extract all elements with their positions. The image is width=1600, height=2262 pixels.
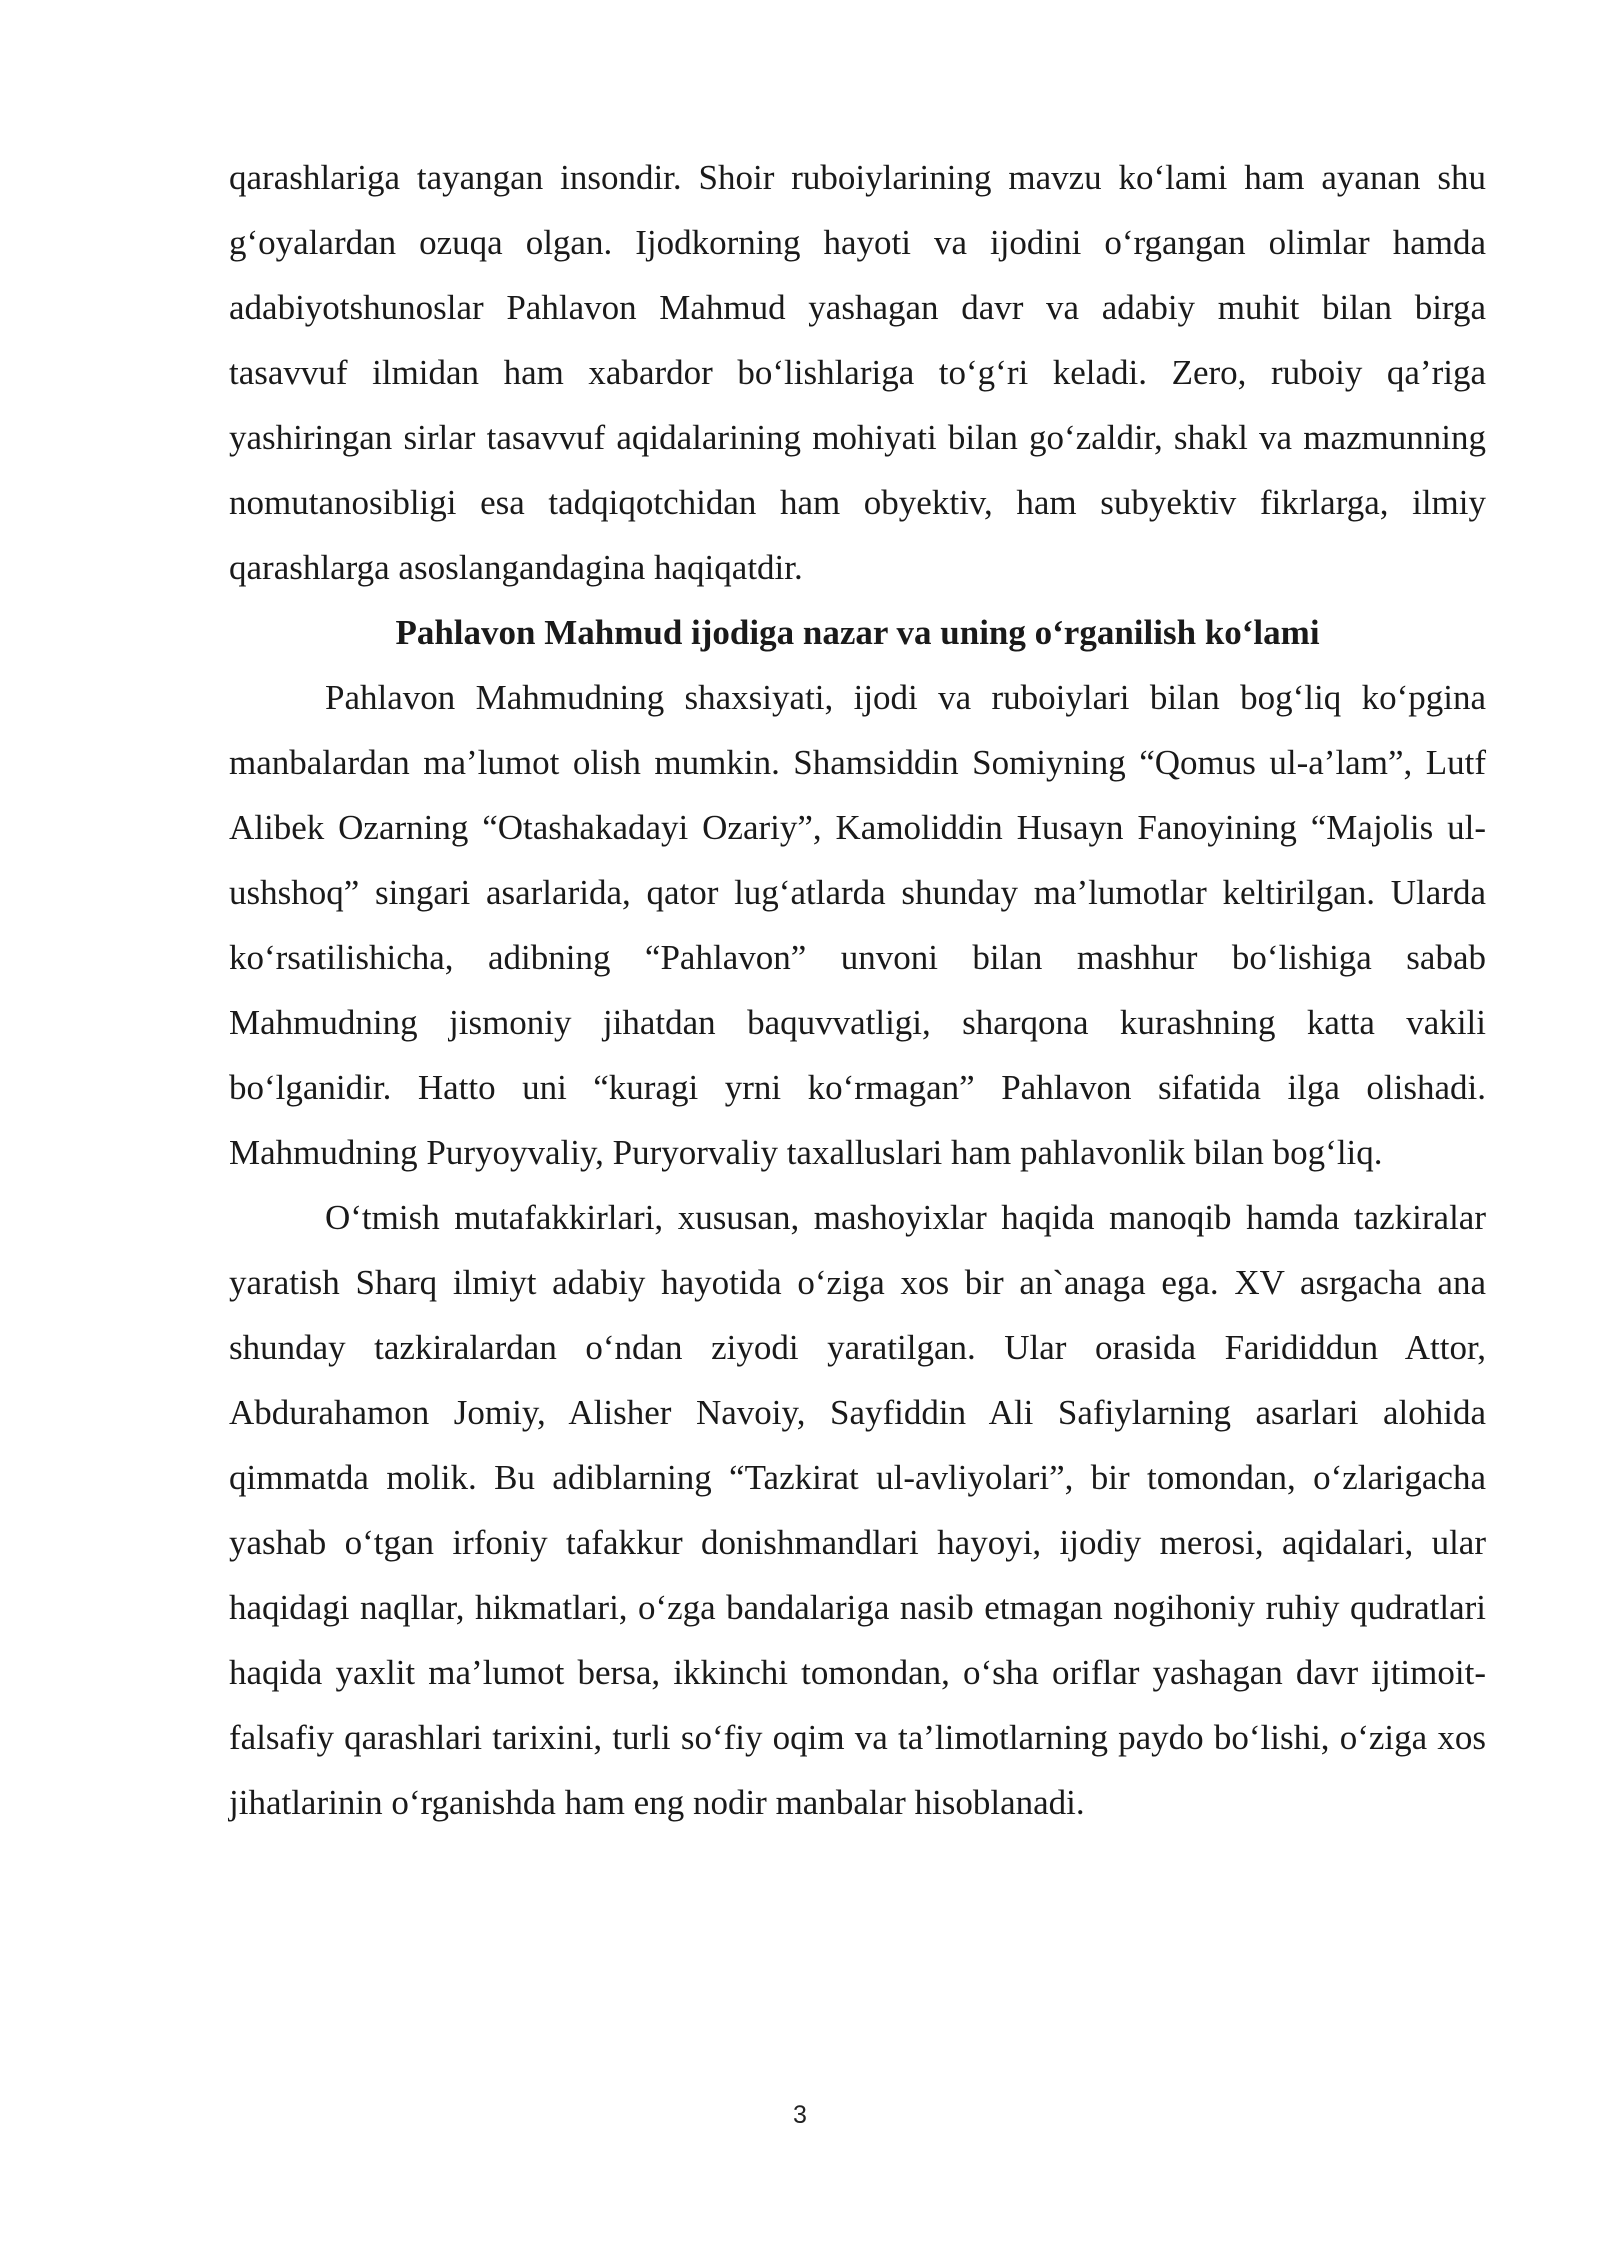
paragraph-1: qarashlariga tayangan insondir. Shoir ruboiylarining mavzu ko‘lami ham ayanan shu g‘oyalardan ozuqa olgan. Ijodkorning hayoti va ijodini o‘rgangan olimlar hamda adabiyotshunoslar Pahlavon Mahmud yashagan davr va adabiy muhit bilan birga tasavvuf ilmidan ham xabardor bo‘lishlariga to‘g‘ri keladi. Zero, ruboiy qa’riga yashiringan sirlar tasavvuf aqidalarining mohiyati bilan go‘zaldir, shakl va mazmunning nomutanosibligi esa tadqiqotchidan ham obyektiv, ham subyektiv fikrlarga, ilmiy qarashlarga asoslangandagina haqiqatdir. xyxy=(229,158,1486,587)
document-page xyxy=(229,145,1486,1835)
section-heading: Pahlavon Mahmud ijodiga nazar va uning o‘rganilish ko‘lami xyxy=(395,613,1320,652)
paragraph-3: O‘tmish mutafakkirlari, xususan, mashoyixlar haqida manoqib hamda tazkiralar yaratish Sharq ilmiyt adabiy hayotida o‘ziga xos bir an`anaga ega. XV asrgacha ana shunday tazkiralardan o‘ndan ziyodi yaratilgan. Ular orasida Farididdun Attor, Abdurahamon Jomiy, Alisher Navoiy, Sayfiddin Ali Safiylarning asarlari alohida qimmatda molik. Bu adiblarning “Tazkirat ul-avliyolari”, bir tomondan, o‘zlarigacha yashab o‘tgan irfoniy tafakkur donishmandlari hayoyi, ijodiy merosi, aqidalari, ular haqidagi naqllar, hikmatlari, o‘zga bandalariga nasib etmagan nogihoniy ruhiy qudratlari haqida yaxlit ma’lumot bersa, ikkinchi tomondan, o‘sha oriflar yashagan davr ijtimoit-falsafiy qarashlari tarixini, turli so‘fiy oqim va ta’limotlarning paydo bo‘lishi, o‘ziga xos jihatlarinin o‘rganishda ham eng nodir manbalar hisoblanadi. xyxy=(229,1198,1486,1822)
paragraph-2: Pahlavon Mahmudning shaxsiyati, ijodi va ruboiylari bilan bog‘liq ko‘pgina manbalardan ma’lumot olish mumkin. Shamsiddin Somiyning “Qomus ul-a’lam”, Lutf Alibek Ozarning “Otashakadayi Ozariy”, Kamoliddin Husayn Fanoyining “Majolis ul-ushshoq” singari asarlarida, qator lug‘atlarda shunday ma’lumotlar keltirilgan. Ularda ko‘rsatilishicha, adibning “Pahlavon” unvoni bilan mashhur bo‘lishiga sabab Mahmudning jismoniy jihatdan baquvvatligi, sharqona kurashning katta vakili bo‘lganidir. Hatto uni “kuragi yrni ko‘rmagan” Pahlavon sifatida ilga olishadi. Mahmudning Puryoyvaliy, Puryorvaliy taxalluslari ham pahlavonlik bilan bog‘liq. xyxy=(229,678,1486,1172)
page-number: 3 xyxy=(793,2101,807,2129)
